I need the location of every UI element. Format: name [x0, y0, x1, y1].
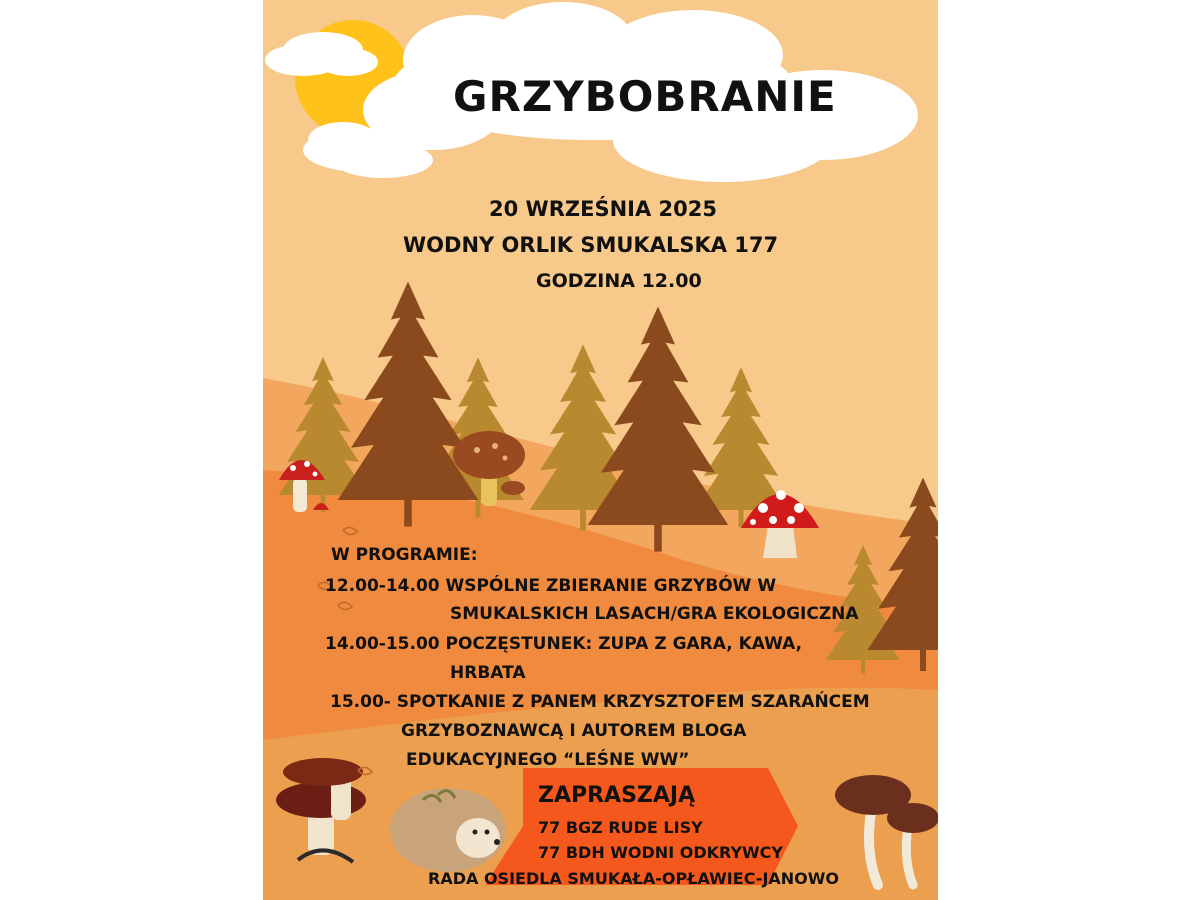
poster-title: GRZYBOBRANIE: [453, 72, 837, 121]
program-line: 14.00-15.00 POCZĘSTUNEK: ZUPA Z GARA, KAWA,: [325, 634, 803, 654]
event-poster: [263, 0, 938, 900]
program-line: 12.00-14.00 WSPÓLNE ZBIERANIE GRZYBÓW W: [325, 576, 777, 596]
event-date: 20 WRZEŚNIA 2025: [489, 197, 717, 221]
organizer-name: RADA OSIEDLA SMUKAŁA-OPŁAWIEC-JANOWO: [428, 869, 840, 888]
program-line: EDUKACYJNEGO “LEŚNE WW”: [406, 750, 690, 770]
program-heading: W PROGRAMIE:: [331, 545, 478, 565]
program-line: HRBATA: [450, 663, 526, 683]
hedgehog-icon: [390, 788, 506, 872]
organizer-name: 77 BDH WODNI ODKRYWCY: [538, 843, 784, 862]
invite-heading: ZAPRASZAJĄ: [538, 783, 696, 808]
event-hour: GODZINA 12.00: [536, 270, 702, 292]
organizer-name: 77 BGZ RUDE LISY: [538, 818, 703, 837]
event-place: WODNY ORLIK SMUKALSKA 177: [403, 233, 779, 257]
program-line: SMUKALSKICH LASACH/GRA EKOLOGICZNA: [450, 604, 859, 624]
program-line: GRZYBOZNAWCĄ I AUTOREM BLOGA: [401, 721, 747, 741]
program-line: 15.00- SPOTKANIE Z PANEM KRZYSZTOFEM SZARAŃCEM: [330, 692, 870, 712]
